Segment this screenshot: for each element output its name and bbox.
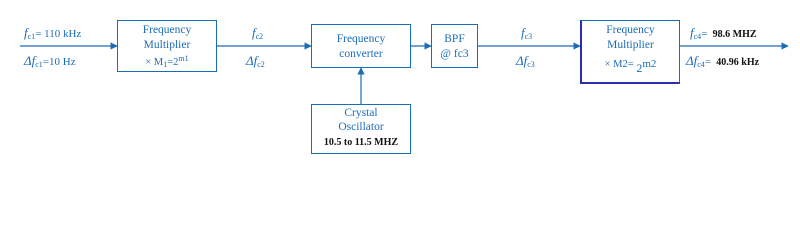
frequency-multiplier-1-block — [117, 20, 217, 72]
converter-line2: converter — [339, 48, 383, 60]
fc4-symbol: f — [690, 25, 694, 40]
fc4-equals: = — [701, 28, 708, 40]
fc4-subscript: c4 — [693, 32, 702, 41]
dfc4-equals: = — [704, 56, 712, 68]
multiplier2-line1: Frequency — [606, 24, 655, 36]
multiplier1-line1: Frequency — [142, 24, 192, 36]
fc1-subscript: c1 — [27, 32, 36, 41]
crystal-oscillator-block — [311, 104, 411, 154]
dfc1-subscript: c1 — [35, 60, 43, 69]
fc3-subscript: c3 — [524, 32, 533, 41]
converter-line1: Frequency — [336, 33, 386, 45]
oscillator-line2: Oscillator — [338, 121, 384, 133]
fc3-symbol: f — [521, 25, 525, 40]
fc2-subscript: c2 — [255, 32, 264, 41]
dfc1-symbol: Δf — [24, 53, 36, 68]
stage2-dfc2-label — [246, 54, 265, 69]
frequency-converter-block — [311, 24, 411, 68]
bpf-line1: BPF — [444, 33, 465, 45]
fc1-value: = 110 kHz — [35, 28, 82, 40]
multiplier2-factor-base: 2 — [636, 61, 643, 75]
bandpass-filter-block — [431, 24, 478, 68]
multiplier1-factor-sub: 1 — [163, 60, 168, 69]
multiplier1-factor-sup: m1 — [178, 54, 189, 63]
dfc4-value: 40.96 kHz — [716, 57, 760, 68]
dfc3-subscript: c3 — [527, 60, 535, 69]
stage2-fc2-label — [252, 26, 263, 41]
bpf-line2: @ fc3 — [440, 48, 469, 60]
oscillator-frequency-range: 10.5 to 11.5 MHZ — [323, 137, 399, 148]
multiplier2-factor-prefix: × M2= — [604, 59, 637, 70]
multiplier1-factor-prefix: × M — [145, 57, 164, 68]
multiplier1-factor-mid: =2 — [167, 57, 179, 68]
output-fc4-label — [690, 26, 757, 41]
stage3-fc3-label — [521, 26, 532, 41]
stage3-dfc3-label — [516, 54, 535, 69]
input-fc1-label — [24, 26, 81, 41]
frequency-multiplier-2-block — [580, 20, 680, 84]
dfc1-value: =10 Hz — [42, 56, 76, 68]
dfc2-symbol: Δf — [246, 53, 258, 68]
multiplier1-factor — [118, 55, 216, 69]
dfc4-symbol: Δf — [686, 53, 698, 68]
output-dfc4-label — [686, 54, 759, 69]
multiplier2-factor — [582, 57, 679, 75]
multiplier2-line2: Multiplier — [607, 39, 654, 51]
fc4-value: 98.6 MHZ — [712, 29, 757, 40]
fc2-symbol: f — [252, 25, 256, 40]
fc1-symbol: f — [24, 25, 28, 40]
input-dfc1-label — [24, 54, 76, 69]
dfc4-subscript: c4 — [697, 60, 705, 69]
multiplier2-factor-sup: m2 — [642, 58, 657, 70]
dfc2-subscript: c2 — [257, 60, 265, 69]
oscillator-line1: Crystal — [344, 107, 378, 119]
multiplier1-line2: Multiplier — [143, 39, 191, 51]
dfc3-symbol: Δf — [516, 53, 528, 68]
